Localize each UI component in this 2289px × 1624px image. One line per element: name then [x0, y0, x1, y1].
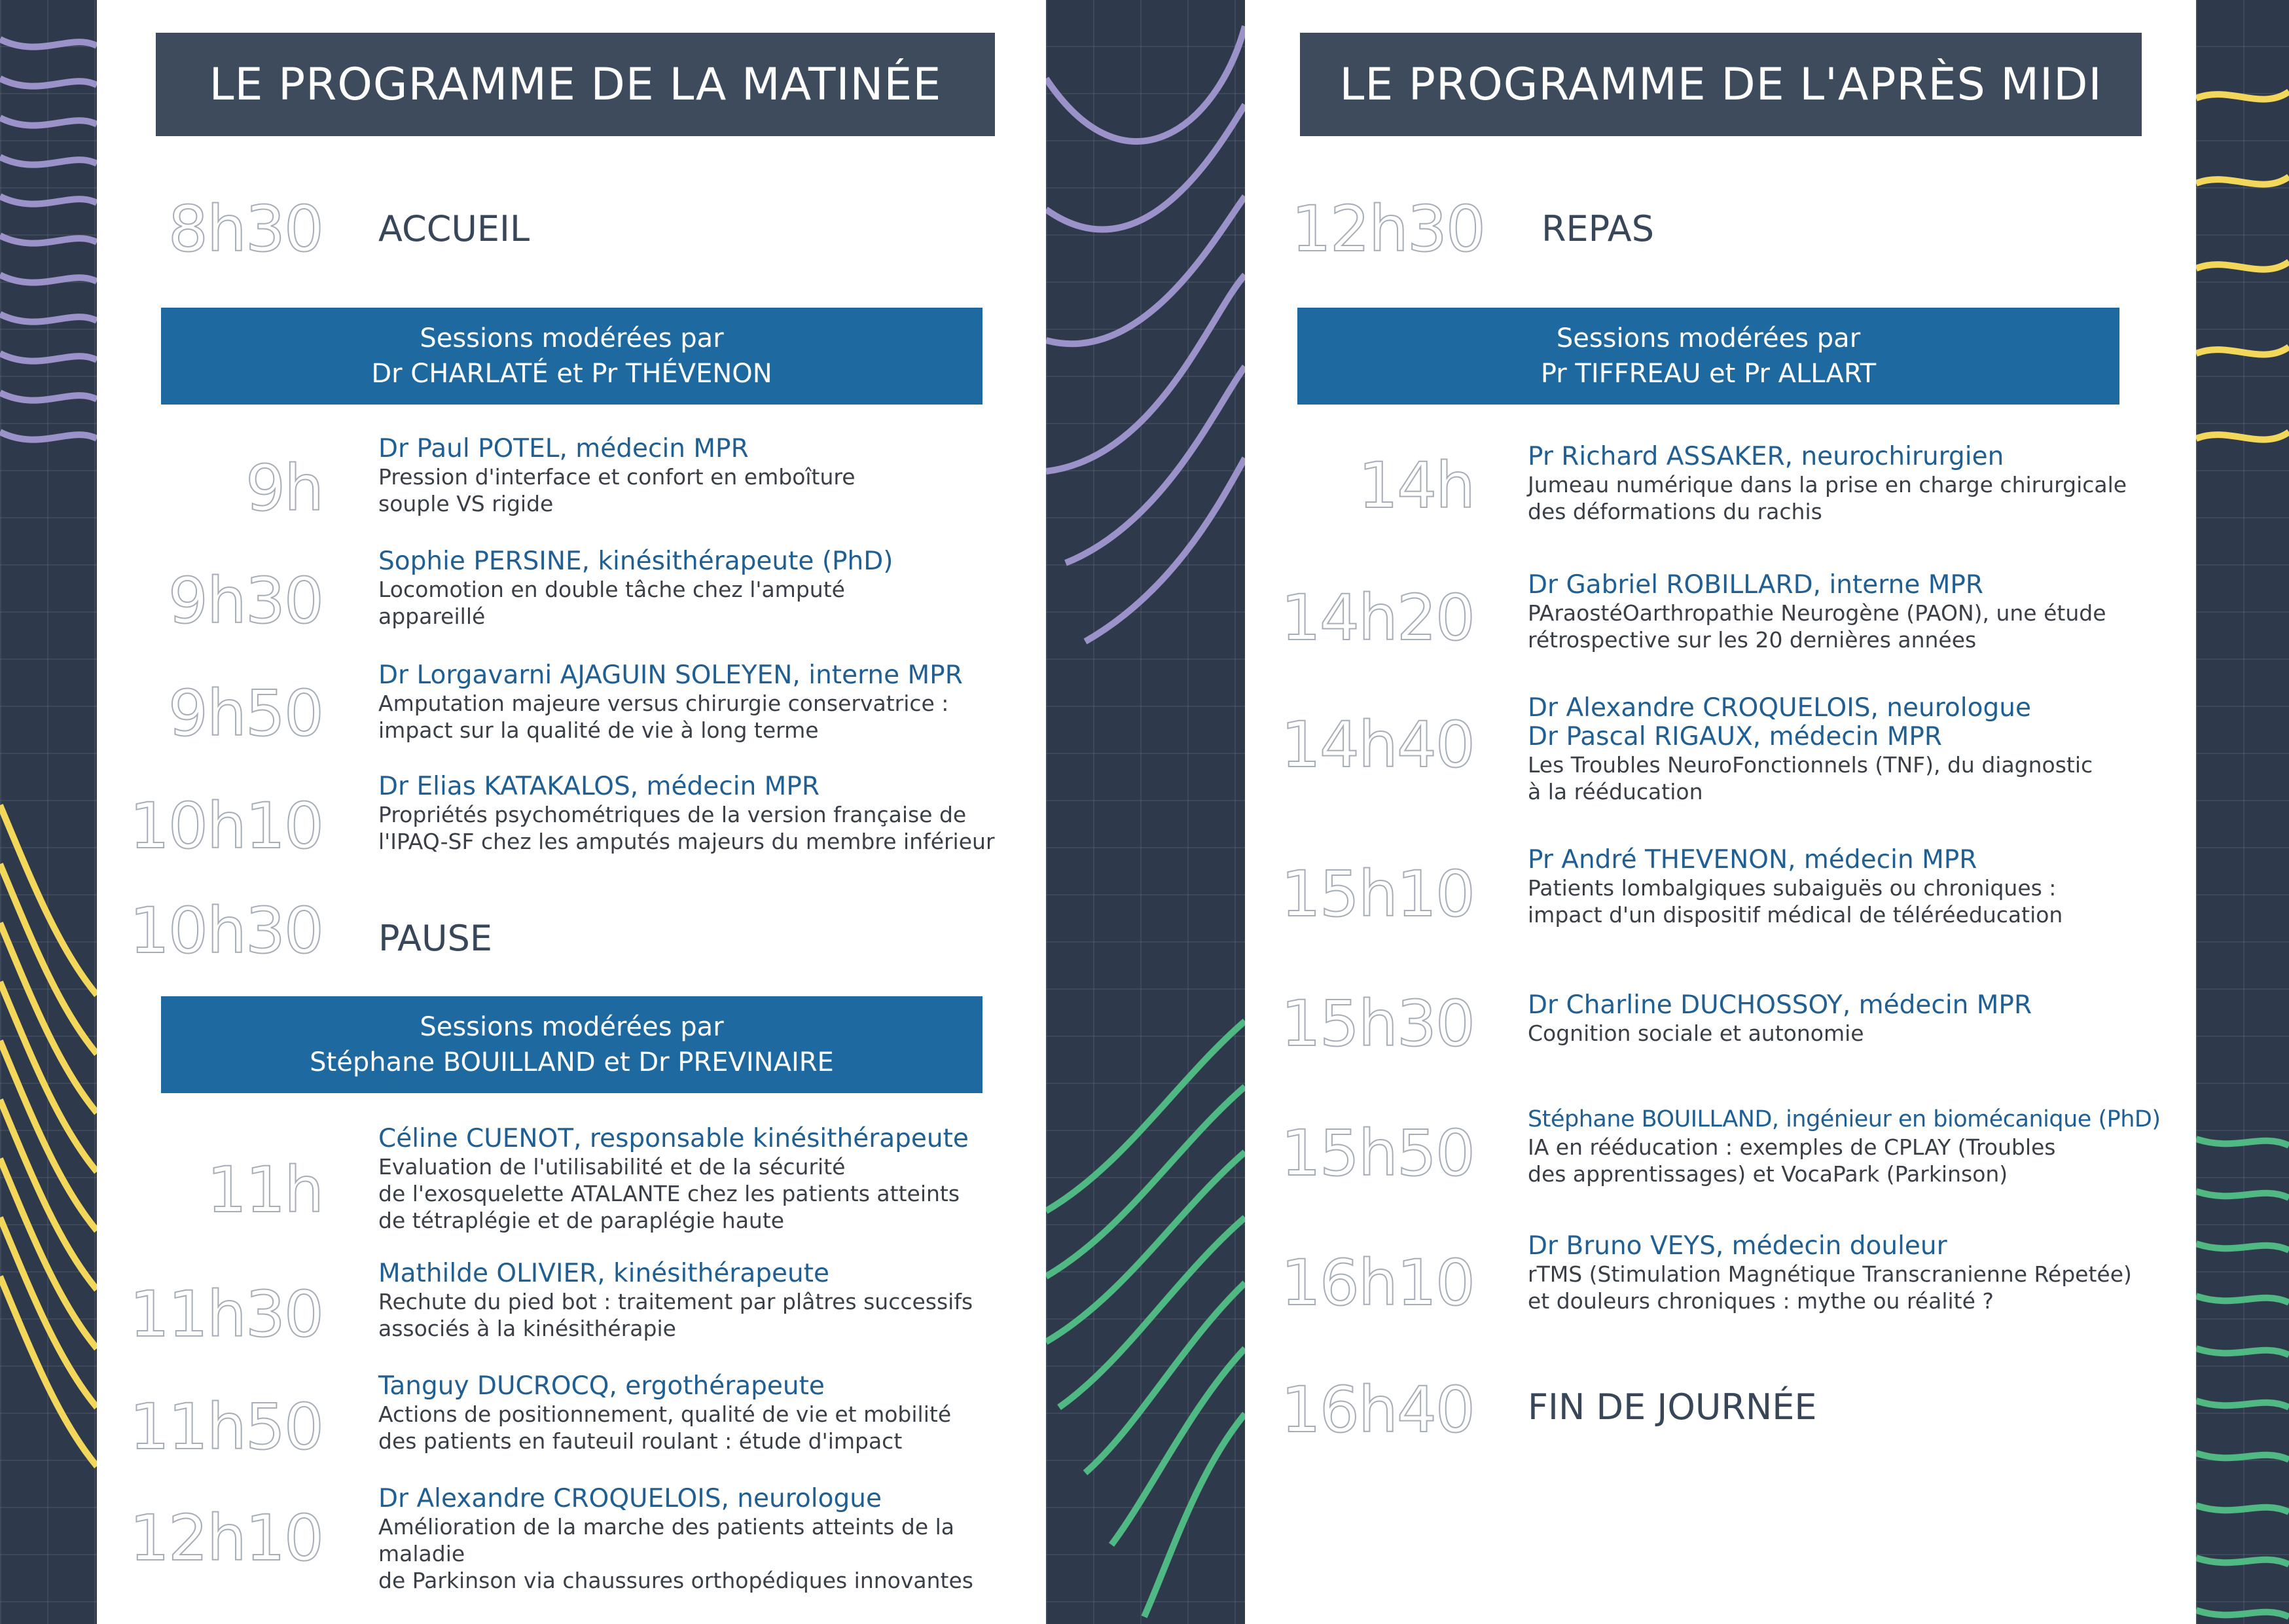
desc-line: de Parkinson via chaussures orthopédiques innovantes — [378, 1568, 973, 1593]
speaker-name: Stéphane BOUILLAND, ingénieur en biomécanique (PhD) — [1528, 1106, 2161, 1132]
opening-label: ACCUEIL — [378, 208, 530, 249]
desc-line: l'IPAQ-SF chez les amputés majeurs du membre inférieur — [378, 829, 995, 854]
desc-line: rétrospective sur les 20 dernières années — [1528, 627, 1977, 653]
desc-line: à la rééducation — [1528, 779, 1703, 804]
session-banner-line2: Stéphane BOUILLAND et Dr PREVINAIRE — [310, 1047, 834, 1077]
talk-entry — [1528, 1105, 2161, 1187]
talk-entry — [378, 1259, 973, 1342]
desc-line: Locomotion en double tâche chez l'amputé — [378, 577, 845, 602]
right-decorative-strip — [2196, 0, 2289, 1624]
desc-line: IA en rééducation : exemples de CPLAY (Troubles — [1528, 1134, 2056, 1160]
time-label: 11h50 — [129, 1390, 323, 1464]
desc-line: des patients en fauteuil roulant : étude d'impact — [378, 1428, 903, 1454]
desc-line: impact sur la qualité de vie à long terme — [378, 717, 819, 743]
talk-description — [378, 1153, 969, 1234]
speaker-name: Dr Bruno VEYS, médecin douleur — [1528, 1231, 1947, 1261]
desc-line: Patients lombalgiques subaiguës ou chroniques : — [1528, 875, 2057, 901]
time-label: 14h20 — [1280, 581, 1474, 655]
desc-line: Amélioration de la marche des patients atteints de la maladie — [378, 1514, 955, 1566]
talk-description — [1528, 875, 2063, 928]
desc-line: appareillé — [378, 604, 486, 629]
talk-description — [1528, 471, 2127, 525]
speaker-name: Dr Gabriel ROBILLARD, interne MPR — [1528, 570, 1984, 600]
time-label: 11h30 — [129, 1278, 323, 1351]
time-label: 10h30 — [129, 894, 323, 967]
talk-entry — [378, 547, 893, 630]
talk-entry — [378, 435, 856, 517]
desc-line: PAraostéOarthropathie Neurogène (PAON), une étude — [1528, 600, 2106, 626]
time-label: 12h10 — [129, 1502, 323, 1575]
talk-entry — [1528, 442, 2127, 525]
wave-pattern-left — [0, 0, 97, 1624]
speaker-name: Céline CUENOT, responsable kinésithérapeute — [378, 1124, 969, 1153]
talk-description — [378, 801, 995, 855]
desc-line: Les Troubles NeuroFonctionnels (TNF), du diagnostic — [1528, 752, 2093, 778]
desc-line: des déformations du rachis — [1528, 499, 1822, 524]
wave-pattern-right — [2196, 0, 2289, 1624]
desc-line: de tétraplégie et de paraplégie haute — [378, 1208, 785, 1233]
speaker-name: Dr Alexandre CROQUELOIS, neurologue — [1528, 693, 2031, 723]
closing-label: FIN DE JOURNÉE — [1528, 1386, 1817, 1428]
time-label: 14h — [1358, 449, 1474, 522]
speaker-name: Dr Charline DUCHOSSOY, médecin MPR — [1528, 990, 2032, 1020]
speaker-name: Dr Lorgavarni AJAGUIN SOLEYEN, interne MPR — [378, 660, 963, 690]
time-label: 9h30 — [168, 564, 323, 638]
morning-programme — [97, 0, 1046, 1624]
desc-line: Actions de positionnement, qualité de vie et mobilité — [378, 1401, 952, 1427]
speaker-name: Pr Richard ASSAKER, neurochirurgien — [1528, 442, 2004, 471]
speaker-name: Pr André THEVENON, médecin MPR — [1528, 845, 1977, 875]
desc-line: Evaluation de l'utilisabilité et de la sécurité — [378, 1154, 846, 1180]
talk-description — [1528, 1261, 2132, 1314]
desc-line: Cognition sociale et autonomie — [1528, 1020, 1864, 1046]
desc-line: souple VS rigide — [378, 491, 554, 516]
talk-description — [378, 1513, 1046, 1594]
speaker-name: Dr Paul POTEL, médecin MPR — [378, 434, 749, 463]
time-label: 11h — [207, 1153, 323, 1227]
pause-label: PAUSE — [378, 918, 492, 959]
wave-pattern-center — [1046, 0, 1245, 1624]
talk-entry — [1528, 991, 2032, 1047]
time-label: 9h — [245, 452, 323, 525]
session-banner-line2: Dr CHARLATÉ et Pr THÉVENON — [371, 359, 772, 389]
talk-description — [378, 576, 893, 630]
talk-entry — [1528, 694, 2093, 805]
talk-description — [1528, 1134, 2161, 1187]
afternoon-title: LE PROGRAMME DE L'APRÈS MIDI — [1300, 33, 2142, 136]
speaker-name: Tanguy DUCROCQ, ergothérapeute — [378, 1371, 825, 1401]
talk-description — [1528, 751, 2093, 805]
talk-description — [378, 463, 856, 517]
time-label: 15h50 — [1280, 1117, 1474, 1190]
session-banner-2 — [161, 996, 982, 1093]
desc-line: associés à la kinésithérapie — [378, 1316, 676, 1341]
desc-line: et douleurs chroniques : mythe ou réalité ? — [1528, 1288, 1994, 1314]
desc-line: Rechute du pied bot : traitement par plâtres successifs — [378, 1289, 973, 1314]
time-label: 14h40 — [1280, 708, 1474, 782]
time-label: 16h10 — [1280, 1246, 1474, 1320]
desc-line: rTMS (Stimulation Magnétique Transcranienne Répetée) — [1528, 1261, 2132, 1287]
session-banner-3 — [1297, 308, 2119, 405]
time-label: 8h30 — [168, 192, 323, 266]
time-label: 15h10 — [1280, 857, 1474, 931]
session-banner-line1: Sessions modérées par — [420, 323, 724, 353]
time-label: 12h30 — [1291, 192, 1485, 266]
time-label: 10h10 — [129, 789, 323, 863]
left-decorative-strip — [0, 0, 97, 1624]
talk-entry — [378, 661, 963, 744]
talk-description — [378, 1288, 973, 1342]
desc-line: Propriétés psychométriques de la version française de — [378, 802, 967, 827]
time-label: 15h30 — [1280, 987, 1474, 1060]
time-label: 16h40 — [1280, 1373, 1474, 1447]
opening-label: REPAS — [1541, 208, 1654, 249]
talk-entry — [1528, 1232, 2132, 1314]
desc-line: de l'exosquelette ATALANTE chez les patients atteints — [378, 1181, 960, 1206]
speaker-name: Dr Alexandre CROQUELOIS, neurologue — [378, 1484, 882, 1513]
desc-line: Pression d'interface et confort en emboîture — [378, 464, 856, 490]
desc-line: Amputation majeure versus chirurgie conservatrice : — [378, 691, 949, 716]
session-banner-1 — [161, 308, 982, 405]
talk-description — [378, 1401, 951, 1454]
talk-entry — [378, 1485, 1046, 1594]
talk-entry — [378, 1125, 969, 1234]
speaker-name: Dr Pascal RIGAUX, médecin MPR — [1528, 722, 1942, 751]
afternoon-programme — [1245, 0, 2196, 1624]
talk-entry — [378, 772, 995, 855]
talk-description — [1528, 600, 2106, 653]
talk-entry — [378, 1372, 951, 1454]
session-banner-line1: Sessions modérées par — [420, 1012, 724, 1042]
center-decorative-strip — [1046, 0, 1245, 1624]
session-banner-line2: Pr TIFFREAU et Pr ALLART — [1540, 359, 1877, 389]
desc-line: Jumeau numérique dans la prise en charge chirurgicale — [1528, 472, 2127, 497]
talk-entry — [1528, 846, 2063, 928]
desc-line: des apprentissages) et VocaPark (Parkinson) — [1528, 1161, 2008, 1187]
talk-entry — [1528, 571, 2106, 653]
morning-title: LE PROGRAMME DE LA MATINÉE — [156, 33, 995, 136]
time-label: 9h50 — [168, 677, 323, 750]
speaker-name: Sophie PERSINE, kinésithérapeute (PhD) — [378, 547, 893, 576]
speaker-name: Dr Elias KATAKALOS, médecin MPR — [378, 772, 820, 801]
desc-line: impact d'un dispositif médical de téléréeducation — [1528, 902, 2063, 928]
session-banner-line1: Sessions modérées par — [1556, 323, 1861, 353]
talk-description — [378, 690, 963, 744]
talk-description — [1528, 1020, 2032, 1047]
speaker-name: Mathilde OLIVIER, kinésithérapeute — [378, 1259, 829, 1288]
